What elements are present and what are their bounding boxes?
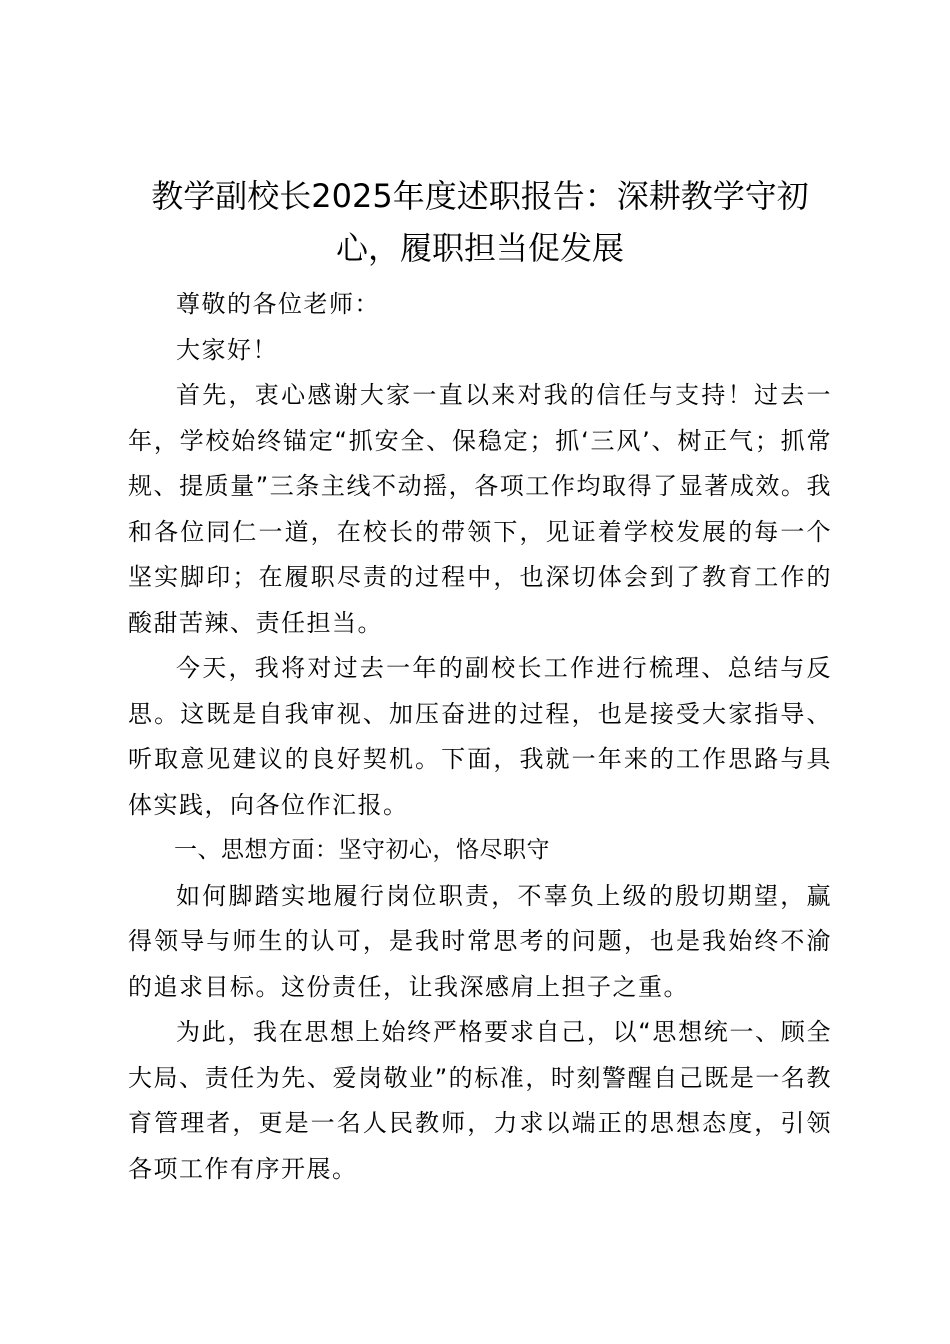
paragraph-self-discipline: 为此，我在思想上始终严格要求自己，以“思想统一、顾全大局、责任为先、爱岗敬业”的标准，时刻警醒自己既是一名教育管理者，更是一名人民教师，力求以端正的思想态度，引领各项工作有序开展。 [128, 1018, 832, 1183]
document-body [128, 282, 832, 1192]
document-title: 教学副校长2025年度述职报告：深耕教学守初心，履职担当促发展 [151, 177, 809, 267]
paragraph-gratitude: 首先，衷心感谢大家一直以来对我的信任与支持！过去一年，学校始终锚定“抓安全、保稳定；抓‘三风’、树正气；抓常规、提质量”三条主线不动摇，各项工作均取得了显著成效。我和各位同仁一道，在校长的带领下，见证着学校发展的每一个坚实脚印；在履职尽责的过程中，也深切体会到了教育工作的酸甜苦辣、责任担当。 [128, 381, 832, 637]
greeting: 大家好！ [176, 335, 278, 364]
paragraph-review-intro: 今天，我将对过去一年的副校长工作进行梳理、总结与反思。这既是自我审视、加压奋进的过程，也是接受大家指导、听取意见建议的良好契机。下面，我就一年来的工作思路与具体实践，向各位作汇报。 [128, 654, 832, 819]
paragraph-responsibility: 如何脚踏实地履行岗位职责，不辜负上级的殷切期望，赢得领导与师生的认可，是我时常思考的问题，也是我始终不渝的追求目标。这份责任，让我深感肩上担子之重。 [128, 881, 832, 1001]
section-heading-thought: 一、思想方面：坚守初心，恪尽职守 [174, 837, 550, 863]
salutation: 尊敬的各位老师： [176, 290, 380, 318]
document-page [128, 170, 832, 1192]
